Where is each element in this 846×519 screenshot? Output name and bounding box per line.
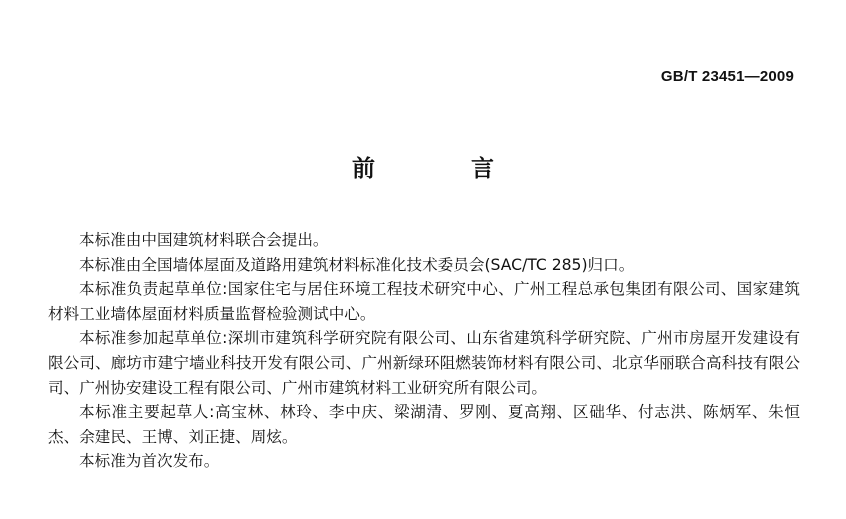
paragraph-main-drafters: 本标准主要起草人:高宝林、林玲、李中庆、梁湖清、罗刚、夏高翔、区础华、付志洪、陈炳军、朱恒杰、余建民、王博、刘正捷、周炫。: [48, 403, 800, 446]
paragraph-participating-drafters: 本标准参加起草单位:深圳市建筑科学研究院有限公司、山东省建筑科学研究院、广州市房屋开发建设有限公司、廊坊市建宁墙业科技开发有限公司、广州新绿环阻燃装饰材料有限公司、北京华丽联合高科技有限公司、广州协安建设工程有限公司、广州市建筑材料工业研究所有限公司。: [48, 329, 800, 397]
paragraph-first-release: 本标准为首次发布。: [79, 452, 220, 471]
paragraph-lead-drafters: 本标准负责起草单位:国家住宅与居住环境工程技术研究中心、广州工程总承包集团有限公司、国家建筑材料工业墙体屋面材料质量监督检验测试中心。: [48, 280, 800, 323]
page-title: 前 言: [351, 156, 538, 182]
body-text: [48, 228, 800, 474]
paragraph-proposer: 本标准由中国建筑材料联合会提出。: [79, 231, 329, 249]
paragraph-committee: 本标准由全国墙体屋面及道路用建筑材料标准化技术委员会(SAC/TC 285)归口。: [79, 255, 635, 274]
standard-number: GB/T 23451—2009: [660, 68, 794, 85]
